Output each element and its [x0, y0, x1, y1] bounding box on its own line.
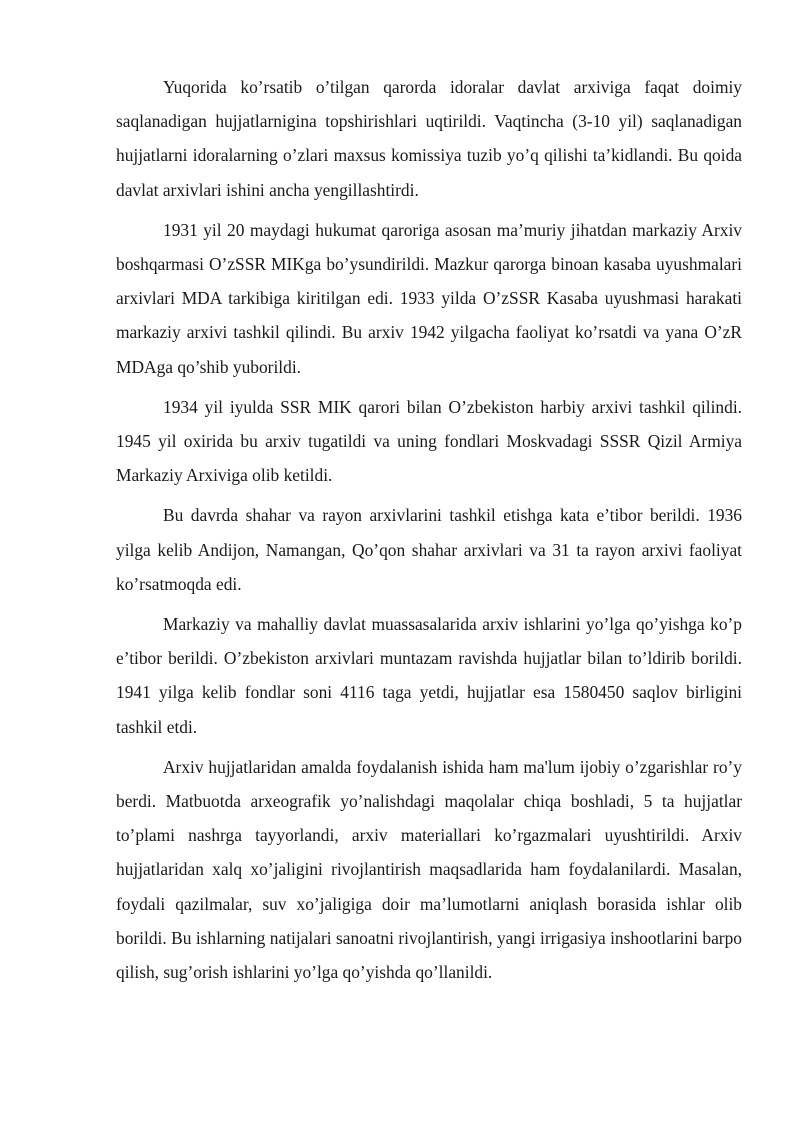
paragraph-2: 1931 yil 20 maydagi hukumat qaroriga asosan ma’muriy jihatdan markaziy Arxiv boshqarmasi O’zSSR MIKga bo’ysundirildi. Mazkur qarorga binoan kasaba uyushmalari arxivlari MDA tarkibiga kiritilgan edi. 1933 yilda O’zSSR Kasaba uyushmasi harakati markaziy arxivi tashkil qilindi. Bu arxiv 1942 yilgacha faoliyat ko’rsatdi va yana O’zR MDAga qo’shib yuborildi. [116, 219, 742, 377]
paragraph-4: Bu davrda shahar va rayon arxivlarini tashkil etishga kata e’tibor berildi. 1936 yilga kelib Andijon, Namangan, Qo’qon shahar arxivlari va 31 ta rayon arxivi faoliyat ko’rsatmoqda edi. [116, 505, 742, 594]
paragraph-3: 1934 yil iyulda SSR MIK qarori bilan O’zbekiston harbiy arxivi tashkil qilindi. 1945 yil oxirida bu arxiv tugatildi va uning fondlari Moskvadagi SSSR Qizil Armiya Markaziy Arxiviga olib ketildi. [116, 396, 742, 486]
paragraph-6: Arxiv hujjatlaridan amalda foydalanish ishida ham ma'lum ijobiy o’zgarishlar ro’y berdi. Matbuotda arxeografik yo’nalishdagi maqolalar chiqa boshladi, 5 ta hujjatlar to’plami nashrga tayyorlandi, arxiv materiallari ko’rgazmalari uyushtirildi. Arxiv hujjatlaridan xalq xo’jaligini rivojlantirish maqsadlarida ham foydalanilardi. Masalan, foydali qazilmalar, suv xo’jaligiga doir ma’lumotlarni aniqlash borasida ishlar olib borildi. Bu ishlarning natijalari sanoatni rivojlantirish, yangi irrigasiya inshootlarini barpo qilish, sug’orish ishlarini yo’lga qo’yishda qo’llanildi. [116, 756, 742, 983]
paragraph-1: Yuqorida ko’rsatib o’tilgan qarorda idoralar davlat arxiviga faqat doimiy saqlanadigan hujjatlarnigina topshirishlari uqtirildi. Vaqtincha (3-10 yil) saqlanadigan hujjatlarni idoralarning o’zlari maxsus komissiya tuzib yo’q qilishi ta’kidlandi. Bu qoida davlat arxivlari ishini ancha yengillashtirdi. [116, 77, 742, 200]
document-page [116, 70, 742, 995]
paragraph-5: Markaziy va mahalliy davlat muassasalarida arxiv ishlarini yo’lga qo’yishga ko’p e’tibor berildi. O’zbekiston arxivlari muntazam ravishda hujjatlar bilan to’ldirib borildi. 1941 yilga kelib fondlar soni 4116 taga yetdi, hujjatlar esa 1580450 saqlov birligini tashkil etdi. [116, 614, 742, 737]
